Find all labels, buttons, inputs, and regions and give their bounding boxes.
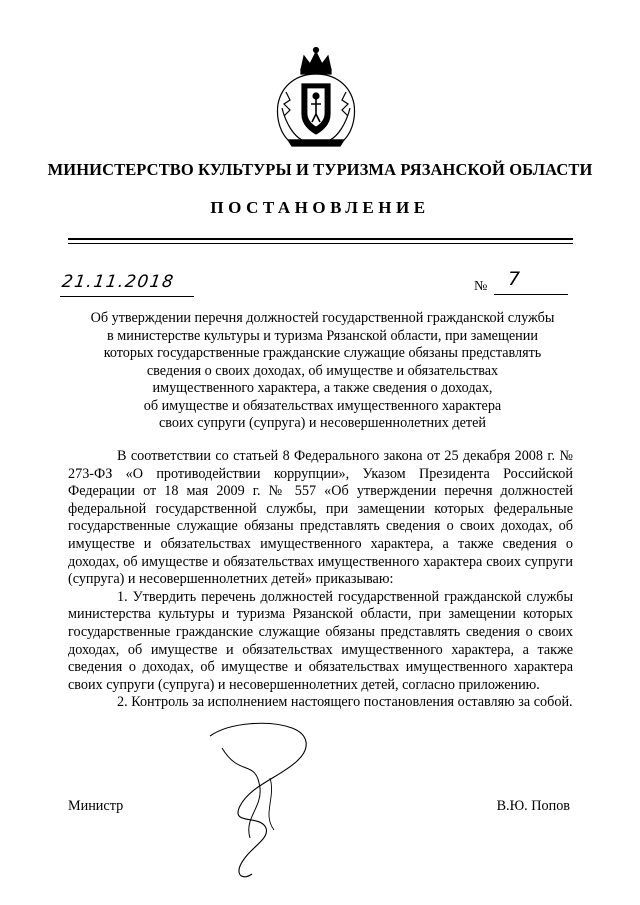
handwritten-number: 7 bbox=[508, 268, 521, 290]
signer-position: Министр bbox=[68, 798, 124, 814]
item-2-paragraph: 2. Контроль за исполнением настоящего постановления оставляю за собой. bbox=[117, 694, 573, 711]
signer-name: В.Ю. Попов bbox=[496, 798, 570, 814]
number-underline bbox=[494, 294, 568, 295]
subject-line: Об утверждении перечня должностей государственной гражданской службы bbox=[90, 310, 555, 326]
document-body bbox=[68, 448, 573, 712]
subject-line: имущественного характера, а также сведения о доходах, bbox=[152, 380, 493, 396]
preamble-paragraph: В соответствии со статьей 8 Федерального закона от 25 декабря 2008 г. № 273-ФЗ «О противодействии коррупции», Указом Президента Российской Федерации от 18 мая 2009 г. № 557 «Об утверждении перечня должностей федеральной государственной службы, при замещении которых федеральные государственные служащие обязаны представлять сведения о своих доходах, об имуществе и обязательствах имущественного характера, а также сведения о доходах, об имуществе и обязательствах имущественного характера своих супруги (супруга) и несовершеннолетних детей» приказываю: bbox=[68, 448, 573, 588]
subject-line: сведения о своих доходах, об имуществе и обязательствах bbox=[146, 362, 499, 379]
ryazan-coat-of-arms-icon bbox=[268, 44, 364, 148]
document-type: ПОСТАНОВЛЕНИЕ bbox=[210, 198, 430, 217]
subject-line: в министерстве культуры и туризма Рязанской области, при замещении bbox=[107, 327, 538, 344]
subject-line: об имуществе и обязательствах имущественного характера bbox=[143, 397, 502, 414]
document-subject bbox=[70, 310, 575, 433]
item-1-paragraph: 1. Утвердить перечень должностей государственной гражданской службы министерства культуры и туризма Рязанской области, при замещении которых государственные гражданские служащие обязаны представлять сведения о своих доходах, об имуществе и обязательствах имущественного характера, а также сведения о доходах, об имуществе и обязательствах имущественного характера своих супруги (супруга) и несовершеннолетних детей, согласно приложению. bbox=[68, 588, 573, 693]
date-field bbox=[60, 270, 194, 297]
header-rule-thin bbox=[68, 243, 573, 244]
handwritten-date: 21.11.2018 bbox=[60, 272, 176, 292]
ministry-title: МИНИСТЕРСТВО КУЛЬТУРЫ И ТУРИЗМА РЯЗАНСКОЙ ОБЛАСТИ bbox=[47, 160, 593, 179]
subject-line: своих супруги (супруга) и несовершеннолетних детей bbox=[159, 415, 486, 431]
header-rule-thick bbox=[68, 238, 573, 240]
number-label: № bbox=[474, 279, 488, 294]
handwritten-signature bbox=[200, 718, 320, 883]
subject-line: которых государственные гражданские служащие обязаны представлять bbox=[103, 345, 542, 361]
